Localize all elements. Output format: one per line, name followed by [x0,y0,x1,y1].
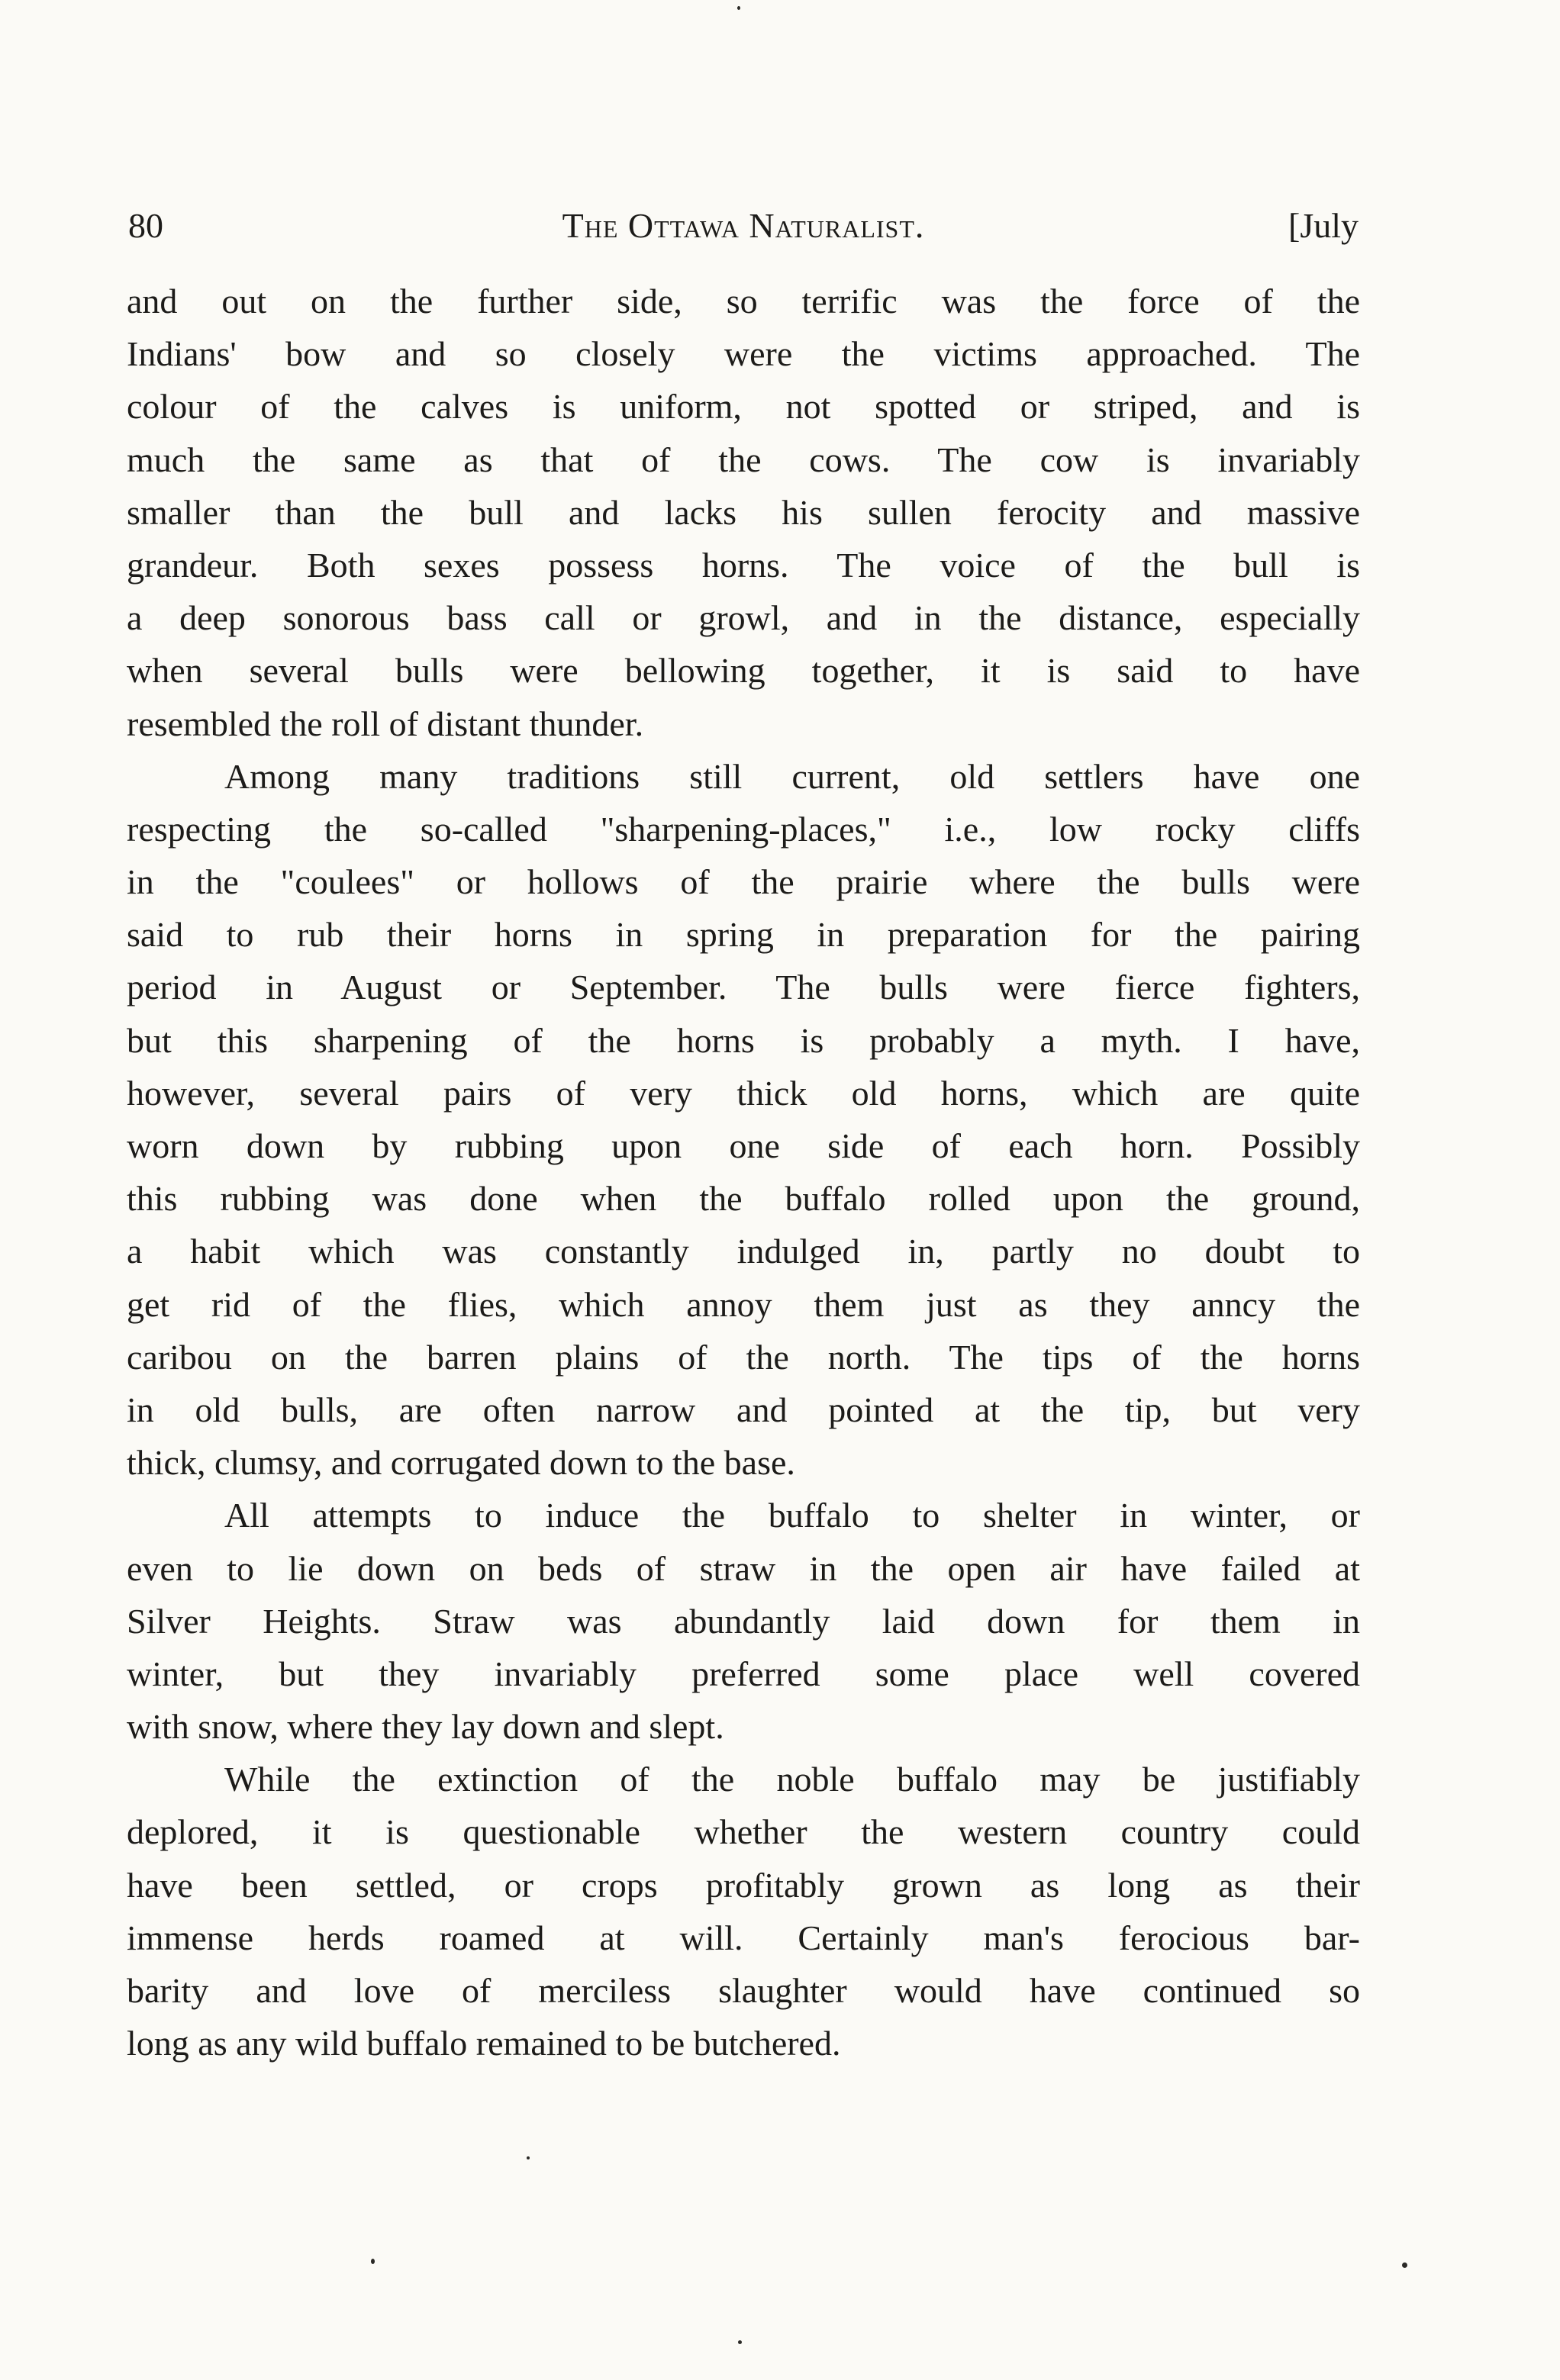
text-line: Indians' bow and so closely were the victims approached. The [127,334,1360,374]
issue-month: [July [1288,206,1359,245]
text-line: in old bulls, are often narrow and pointed at the tip, but very [127,1390,1360,1429]
text-line: said to rub their horns in spring in preparation for the pairing [127,915,1360,955]
text-line: barity and love of merciless slaughter would have continued so [127,1971,1360,2010]
text-line: worn down by rubbing upon one side of each horn. Possibly [127,1126,1360,1165]
text-line: grandeur. Both sexes possess horns. The voice of the bull is [127,545,1360,585]
text-line: in the "coulees" or hollows of the prairie where the bulls were [127,862,1360,902]
scan-speck [1402,2262,1407,2268]
text-line: While the extinction of the noble buffalo may be justifiably [224,1760,1360,1799]
text-line: respecting the so-called "sharpening-places," i.e., low rocky cliffs [127,809,1360,849]
text-line: colour of the calves is uniform, not spotted or striped, and is [127,387,1360,427]
scan-speck [737,6,740,10]
scan-speck [527,2156,530,2159]
text-line: this rubbing was done when the buffalo rolled upon the ground, [127,1179,1360,1219]
paragraph [127,1753,1360,2069]
body-text [127,275,1360,2069]
text-line: resembled the roll of distant thunder. [127,704,644,743]
text-line: smaller than the bull and lacks his sullen ferocity and massive [127,492,1360,532]
scan-speck [371,2259,375,2264]
text-line: thick, clumsy, and corrugated down to the base. [127,1443,795,1483]
text-line: with snow, where they lay down and slept. [127,1707,724,1747]
text-line: have been settled, or crops profitably grown as long as their [127,1865,1360,1905]
paragraph [127,1489,1360,1753]
journal-title: The Ottawa Naturalist. [562,206,925,245]
text-line: a habit which was constantly indulged in, partly no doubt to [127,1232,1360,1271]
text-line: winter, but they invariably preferred some place well covered [127,1654,1360,1693]
text-line: long as any wild buffalo remained to be butchered. [127,2024,841,2063]
paragraph [127,750,1360,1490]
text-line: however, several pairs of very thick old horns, which are quite [127,1073,1360,1113]
text-line: but this sharpening of the horns is probably a myth. I have, [127,1020,1360,1060]
running-head [128,195,1359,256]
text-line: when several bulls were bellowing together, it is said to have [127,651,1360,691]
scan-speck [738,2340,742,2344]
text-line: caribou on the barren plains of the north. The tips of the horns [127,1337,1360,1377]
text-line: a deep sonorous bass call or growl, and in the distance, especially [127,598,1360,638]
text-line: immense herds roamed at will. Certainly man's ferocious bar- [127,1918,1360,1957]
text-line: even to lie down on beds of straw in the open air have failed at [127,1548,1360,1588]
text-line: deplored, it is questionable whether the western country could [127,1812,1360,1852]
text-line: Silver Heights. Straw was abundantly laid down for them in [127,1601,1360,1641]
text-line: period in August or September. The bulls were fierce fighters, [127,968,1360,1007]
text-line: Among many traditions still current, old settlers have one [224,756,1360,796]
text-line: All attempts to induce the buffalo to shelter in winter, or [224,1496,1360,1535]
page-number: 80 [128,206,163,245]
text-line: much the same as that of the cows. The cow is invariably [127,440,1360,479]
paragraph [127,275,1360,750]
text-line: get rid of the flies, which annoy them just as they anncy the [127,1284,1360,1324]
text-line: and out on the further side, so terrific was the force of the [127,282,1360,320]
